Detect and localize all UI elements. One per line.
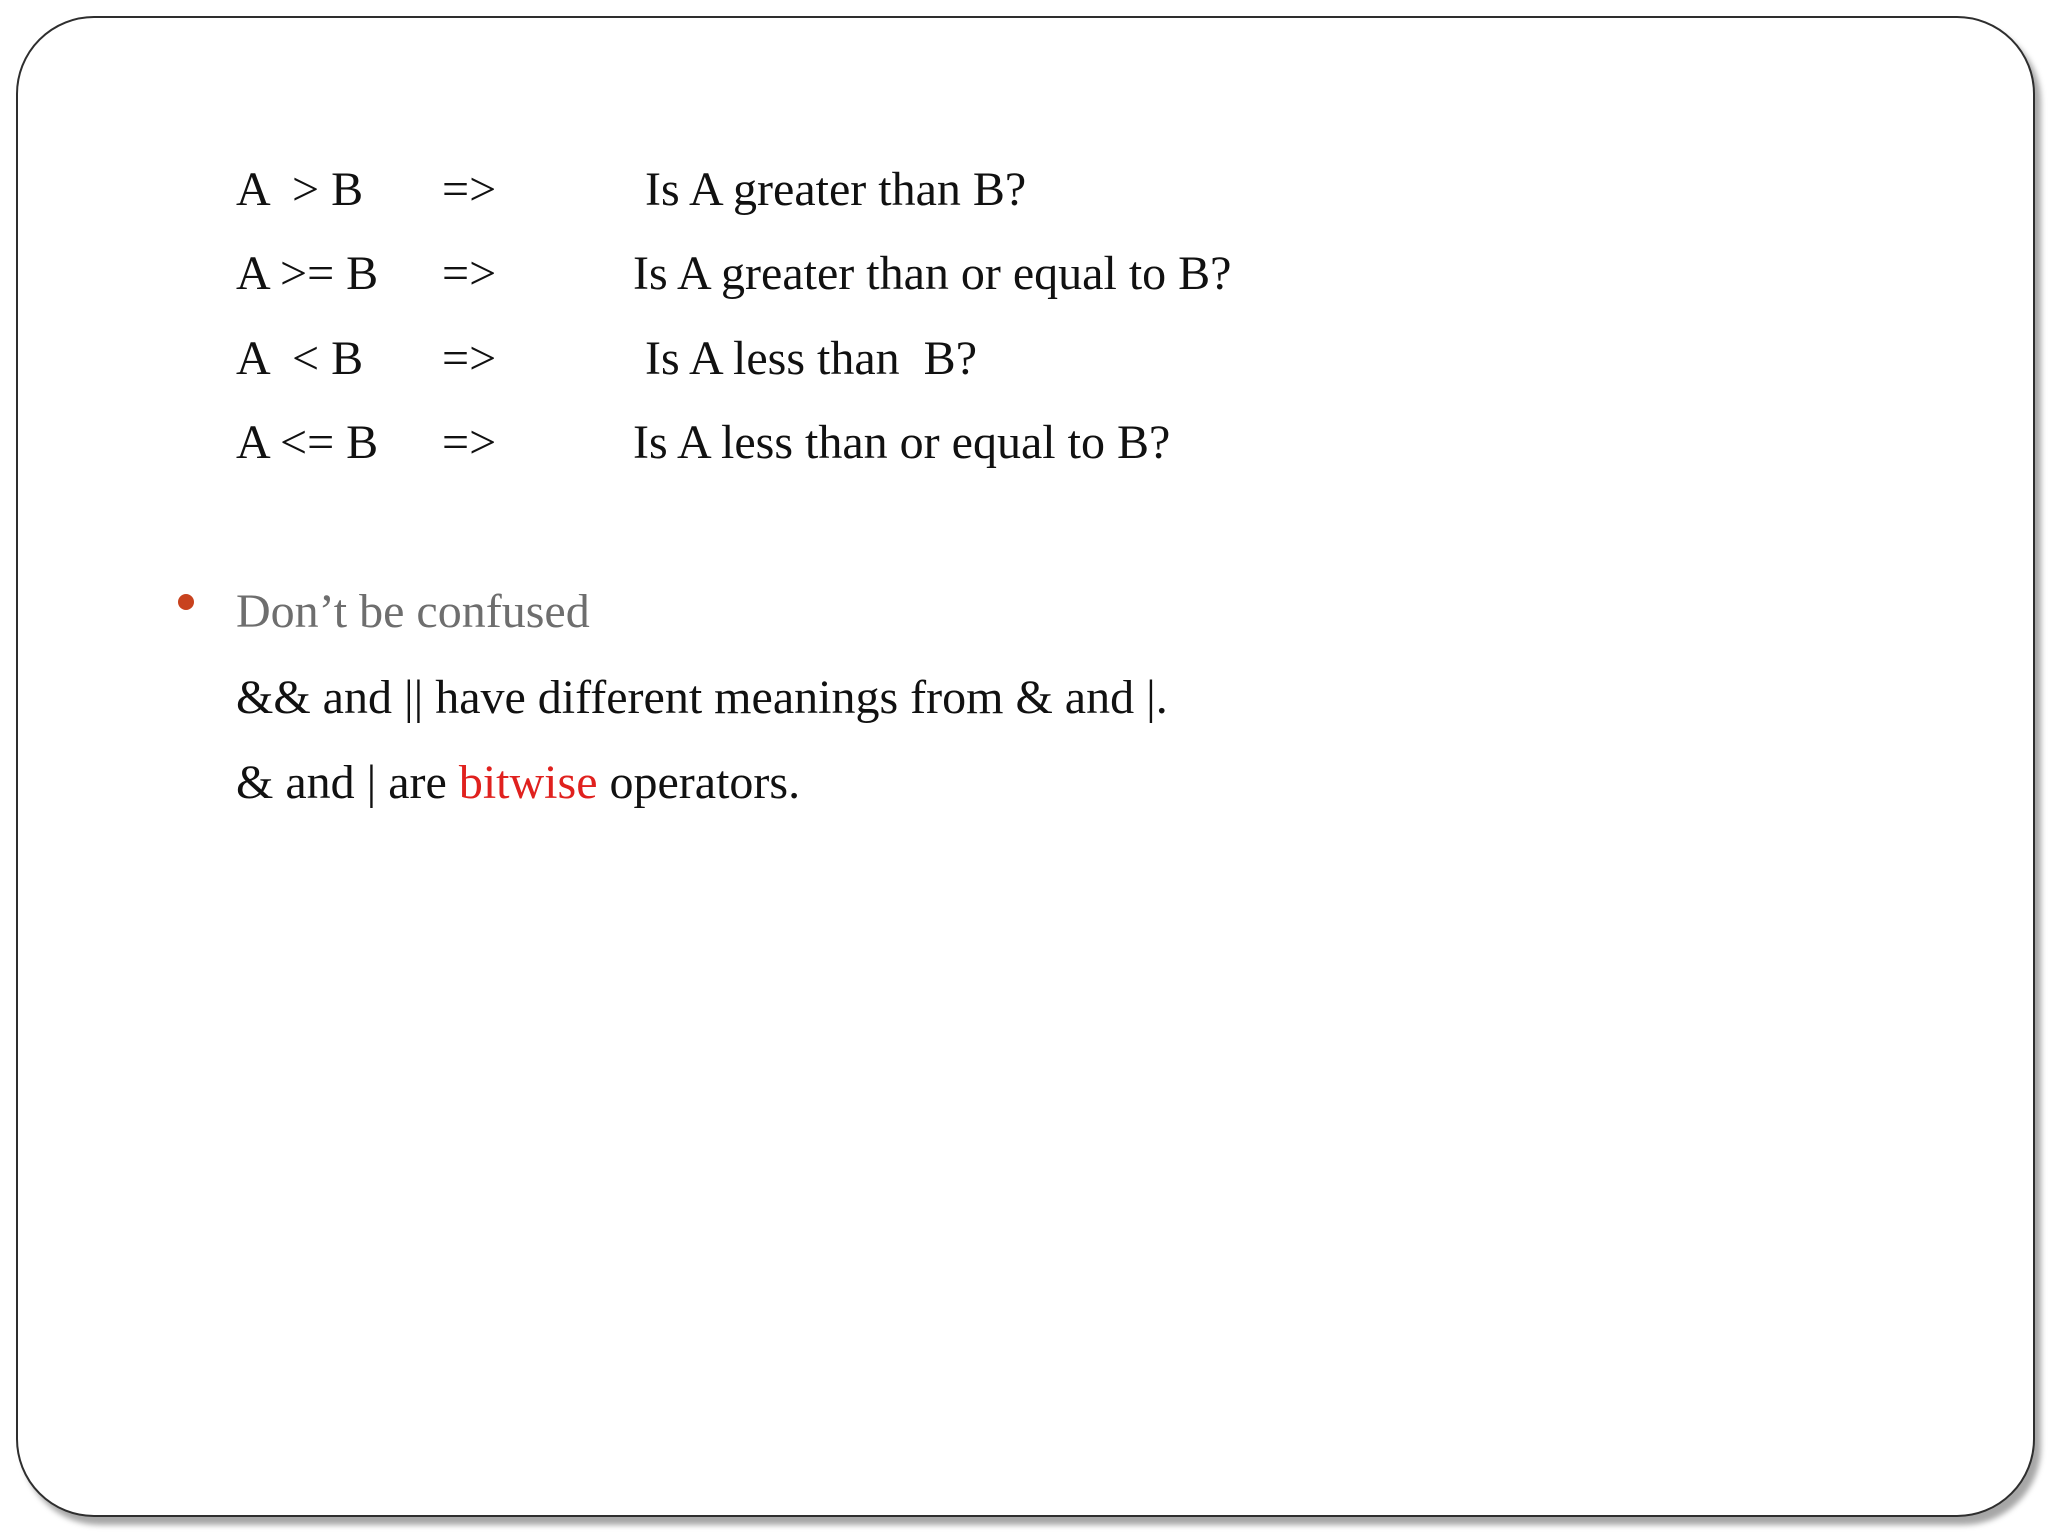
logical-vs-bitwise-line: && and || have different meanings from & and |. [236,671,1168,724]
bitwise-highlight: bitwise [458,756,598,809]
operator-expr-gte: A >= B [236,247,379,300]
operator-meaning-gte: Is A greater than or equal to B? [633,247,1232,300]
operator-arrow-gte: => [442,247,497,300]
operator-meaning-lte: Is A less than or equal to B? [633,416,1171,469]
operator-meaning-gt: Is A greater than B? [645,163,1027,216]
operator-arrow-gt: => [442,163,497,216]
operator-expr-lt: A < B [236,332,364,385]
operator-expr-lte: A <= B [236,416,379,469]
bullet-heading: Don’t be confused [236,585,590,638]
operator-arrow-lt: => [442,332,497,385]
operator-expr-gt: A > B [236,163,364,216]
operator-arrow-lte: => [442,416,497,469]
bitwise-line-prefix: & and | are [236,756,459,809]
bullet-dot-icon [178,594,194,610]
operator-meaning-lt: Is A less than B? [645,332,977,385]
bitwise-line-suffix: operators. [597,756,801,809]
bitwise-operators-line [236,756,801,809]
